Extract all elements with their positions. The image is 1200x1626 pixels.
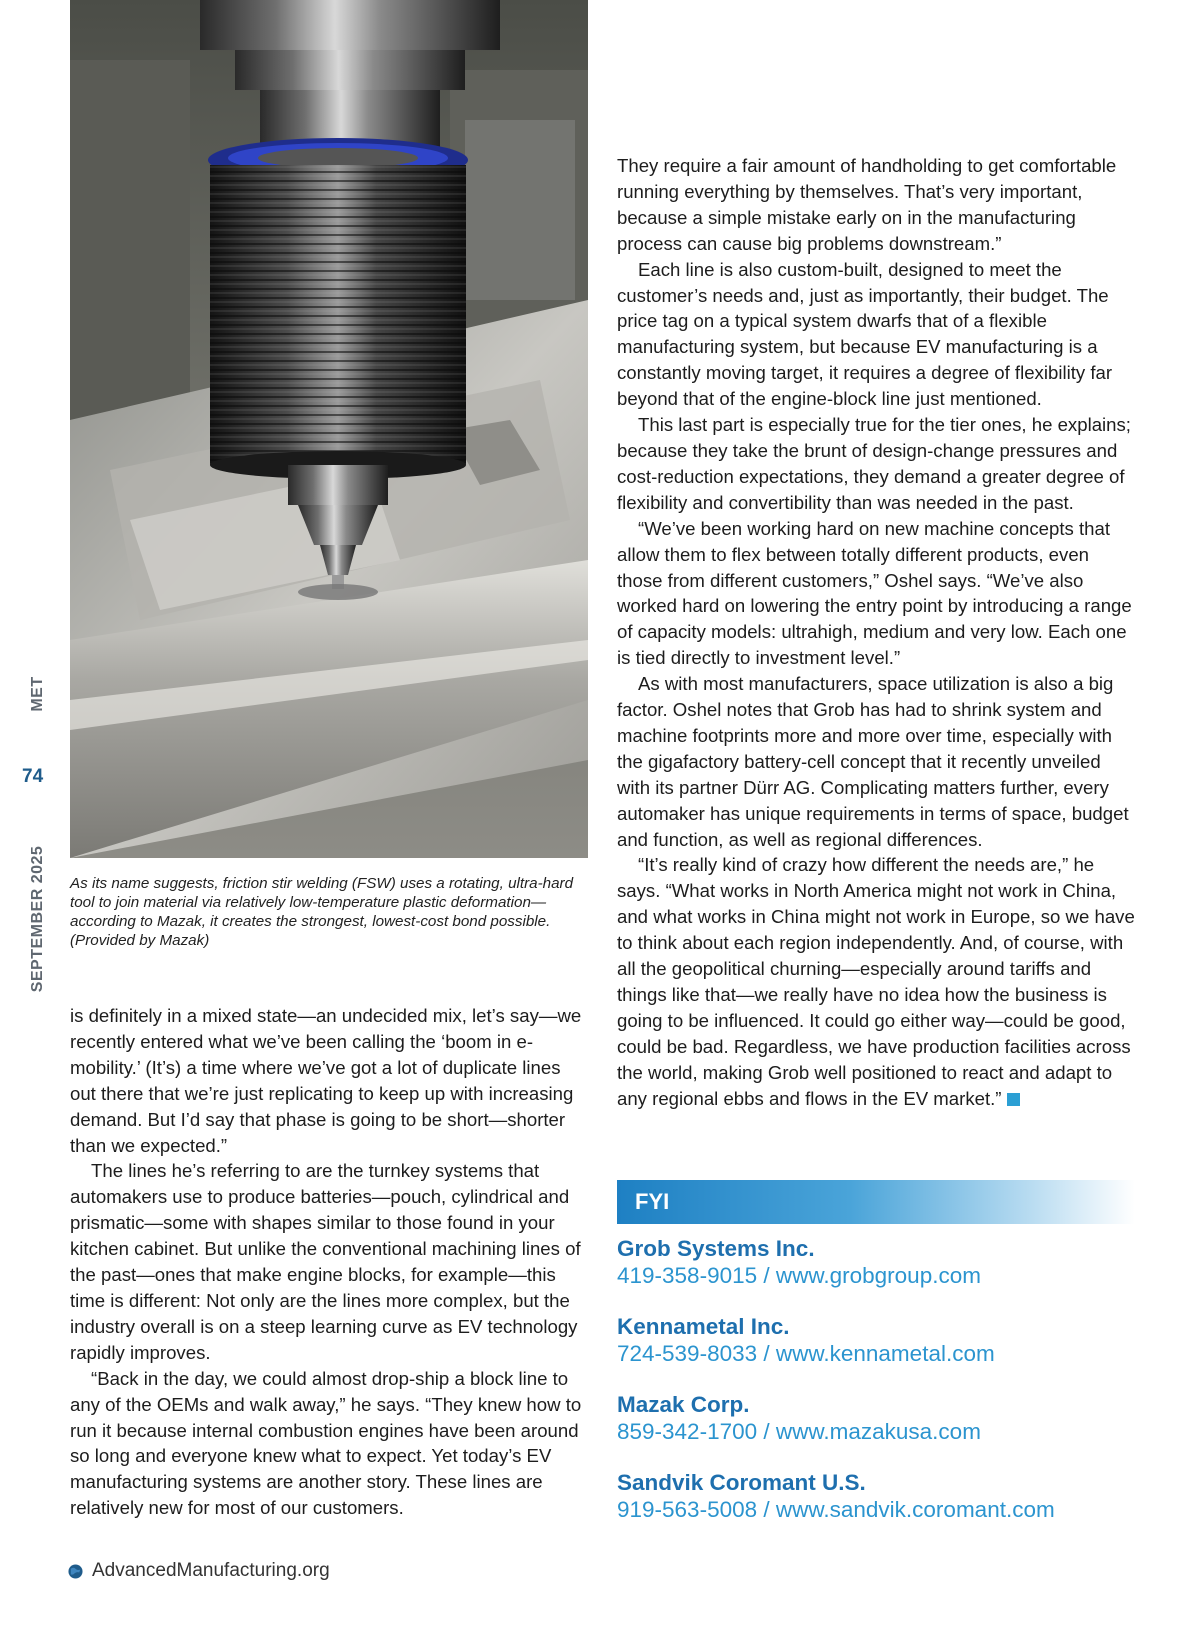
contact-info-link[interactable]: 859-342-1700 / www.mazakusa.com <box>617 1419 981 1444</box>
fyi-contacts <box>617 1235 1177 1547</box>
contact-entry <box>617 1469 1177 1547</box>
issue-date: SEPTEMBER 2025 <box>29 845 46 993</box>
footer <box>68 1560 330 1582</box>
paragraph-text: “It’s really kind of crazy how different the needs are,” he says. “What works in North America might not work in China, and what works in China might not work in Europe, so we have to think about each region independently. And, of course, with all the geopolitical churning—especially around tariffs and things like that—we really have no idea how the business is going to be influenced. It could go either way—could be good, could be bad. Regardless, we have production facilities across the world, making Grob well positioned to react and adapt to any regional ebbs and flows in the EV market.” <box>617 854 1135 1109</box>
end-mark-icon <box>1007 1093 1020 1106</box>
friction-stir-welding-photo <box>70 0 588 858</box>
fyi-title: FYI <box>635 1189 670 1214</box>
paragraph: “We’ve been working hard on new machine concepts that allow them to flex between totally different products, even those from different customers,” Oshel says. “We’ve also worked hard on lowering the entry point by introducing a range of capacity models: ultrahigh, medium and very low. Each one is tied directly to investment level.” <box>617 517 1132 669</box>
contact-name: Grob Systems Inc. <box>617 1236 815 1261</box>
paragraph: is definitely in a mixed state—an undecided mix, let’s say—we recently entered what we’ve been calling the ‘boom in e-mobility.’ (It’s) a time where we’ve got a lot of duplicate lines out there that we’re just replicating to keep up with increasing demand. But I’d say that phase is going to be short—shorter than we expected.” <box>70 1005 582 1156</box>
contact-entry <box>617 1391 1177 1469</box>
paragraph: This last part is especially true for the tier ones, he explains; because they take the brunt of design-change pressures and cost-reduction expectations, they demand a greater degree of flexibility and convertibility than was needed in the past. <box>617 414 1131 513</box>
contact-name: Mazak Corp. <box>617 1392 750 1417</box>
contact-info-link[interactable]: 724-539-8033 / www.kennametal.com <box>617 1341 995 1366</box>
section-label: MET <box>29 676 46 712</box>
paragraph: As with most manufacturers, space utilization is also a big factor. Oshel notes that Grob has had to shrink system and machine footprints more and more over time, especially with the gigafactory battery-cell concept that it recently unveiled with its partner Dürr AG. Complicating matters further, every automaker has unique requirements in terms of space, budget and function, as well as regional differences. <box>617 673 1129 850</box>
contact-name: Kennametal Inc. <box>617 1314 790 1339</box>
contact-entry <box>617 1313 1177 1391</box>
contact-name: Sandvik Coromant U.S. <box>617 1470 866 1495</box>
paragraph <box>617 852 1137 1111</box>
right-column <box>617 153 1137 1112</box>
photo-caption: As its name suggests, friction stir welding (FSW) uses a rotating, ultra-hard tool to join material via relatively low-temperature plastic deformation—according to Mazak, it creates the strongest, lowest-cost bond possible. (Provided by Mazak) <box>70 875 574 949</box>
contact-info-link[interactable]: 419-358-9015 / www.grobgroup.com <box>617 1263 981 1288</box>
paragraph: They require a fair amount of handholding to get comfortable running everything by themselves. That’s very important, because a simple mistake early on in the manufacturing process can cause big problems downstream.” <box>617 155 1117 254</box>
paragraph: Each line is also custom-built, designed to meet the customer’s needs and, just as importantly, their budget. The price tag on a typical system dwarfs that of a flexible manufacturing system, but because EV manufacturing is a constantly moving target, it requires a degree of flexibility far beyond that of the engine-block line just mentioned. <box>617 258 1113 410</box>
paragraph: The lines he’s referring to are the turnkey systems that automakers use to produce batteries—pouch, cylindrical and prismatic—some with shapes similar to those found in your kitchen cabinet. But unlike the conventional machining lines of the past—ones that make engine blocks, for example—this time is different: Not only are the lines more complex, but the industry overall is on a steep learning curve as EV technology rapidly improves. <box>70 1160 581 1363</box>
left-column <box>70 1003 590 1521</box>
page-number: 74 <box>22 766 44 787</box>
contact-entry <box>617 1235 1177 1313</box>
fyi-header <box>617 1180 1135 1224</box>
globe-icon <box>68 1564 83 1579</box>
footer-site[interactable]: AdvancedManufacturing.org <box>92 1560 330 1581</box>
paragraph: “Back in the day, we could almost drop-ship a block line to any of the OEMs and walk away,” he says. “They knew how to run it because internal combustion engines have been around so long and everyone knew what to expect. Yet today’s EV manufacturing systems are another story. These lines are relatively new for most of our customers. <box>70 1367 582 1519</box>
contact-info-link[interactable]: 919-563-5008 / www.sandvik.coromant.com <box>617 1497 1055 1522</box>
